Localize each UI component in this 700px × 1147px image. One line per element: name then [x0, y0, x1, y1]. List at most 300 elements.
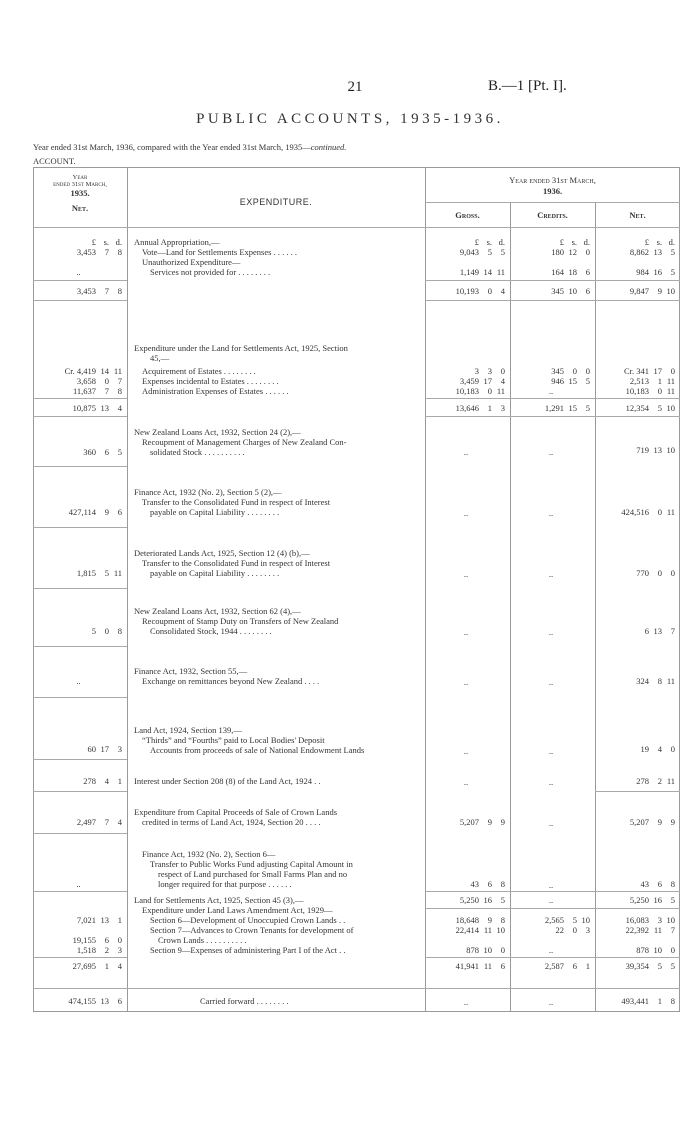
- column-divider: [127, 167, 128, 1012]
- pence: 1: [117, 776, 122, 786]
- shillings: 2: [657, 776, 662, 786]
- pounds: 1,291: [544, 403, 564, 413]
- shillings: 9: [657, 286, 662, 296]
- pence: 8: [500, 879, 505, 889]
- pounds: 16,083: [625, 915, 649, 925]
- net: [597, 925, 675, 935]
- item-line: Exchange on remittances beyond New Zealand . . . .: [142, 676, 320, 686]
- item-line: solidated Stock . . . . . . . . . .: [150, 447, 245, 457]
- gross: [427, 247, 505, 257]
- pence: 0: [500, 366, 505, 376]
- pence: 11: [666, 776, 675, 786]
- item-line: Recoupment of Stamp Duty on Transfers of New Zealand: [142, 616, 339, 626]
- credits-total: [512, 403, 590, 413]
- gross-total: [427, 895, 505, 905]
- item-heading: Deteriorated Lands Act, 1925, Section 12 (4) (b),—: [134, 548, 310, 558]
- pence: 6: [585, 286, 590, 296]
- shillings: 0: [657, 386, 662, 396]
- credits-total: [512, 286, 590, 296]
- pence: 10: [666, 445, 675, 455]
- prev-net-total: [35, 286, 122, 296]
- shillings: s.: [656, 237, 662, 247]
- gross: [427, 945, 505, 955]
- shillings: 0: [572, 366, 577, 376]
- pence: 5: [500, 247, 505, 257]
- shillings: 0: [487, 386, 492, 396]
- units-label: [427, 237, 505, 247]
- rule: [425, 957, 680, 958]
- pounds: 345: [551, 366, 564, 376]
- pence: 11: [496, 267, 505, 277]
- pence: 11: [113, 366, 122, 376]
- pence: 5: [670, 247, 675, 257]
- pence: 7: [670, 925, 675, 935]
- prev-net: [35, 447, 122, 457]
- rule: [33, 588, 127, 589]
- credits: [512, 267, 590, 277]
- pounds: 43: [470, 879, 479, 889]
- pence: 5: [585, 376, 590, 386]
- pounds: 1,518: [76, 945, 96, 955]
- item-line: Transfer to the Consolidated Fund in respect of Interest: [142, 558, 331, 568]
- pence: 7: [117, 376, 122, 386]
- pounds: £: [559, 237, 564, 247]
- pence: 6: [500, 961, 505, 971]
- net: [597, 676, 675, 686]
- prev-net: [35, 776, 122, 786]
- pence: 4: [117, 817, 122, 827]
- pounds: 5,207: [629, 817, 649, 827]
- credits: [512, 925, 590, 935]
- rule: [33, 891, 127, 892]
- pounds: 164: [551, 267, 564, 277]
- shillings: 11: [653, 925, 662, 935]
- shillings: 1: [104, 961, 109, 971]
- pounds: 43: [640, 879, 649, 889]
- pence: 0: [670, 568, 675, 578]
- prev-net: [35, 626, 122, 636]
- pounds: 278: [636, 776, 649, 786]
- pounds: 2,587: [544, 961, 564, 971]
- gross: [427, 376, 505, 386]
- credits: ..: [548, 777, 554, 787]
- item-line: Vote—Land for Settlements Expenses . . . . . .: [142, 247, 297, 257]
- units-label: [512, 237, 590, 247]
- shillings: 18: [568, 267, 577, 277]
- prev-net: [35, 817, 122, 827]
- shillings: 11: [483, 961, 492, 971]
- net: [597, 817, 675, 827]
- shillings: 4: [104, 776, 109, 786]
- page-number: 21: [347, 79, 363, 95]
- gross: ..: [463, 746, 469, 756]
- gross: ..: [463, 677, 469, 687]
- pence: 0: [585, 366, 590, 376]
- pounds: 27,695: [72, 961, 96, 971]
- units-label: [597, 237, 675, 247]
- pounds: 5,250: [459, 895, 479, 905]
- credits-carried-forward: ..: [548, 997, 554, 1007]
- carried-forward-label: Carried forward . . . . . . . .: [200, 996, 289, 1006]
- pounds: 5,250: [629, 895, 649, 905]
- shillings: 0: [104, 376, 109, 386]
- pounds: £: [91, 237, 96, 247]
- net-total: [597, 286, 675, 296]
- credits: [512, 376, 590, 386]
- shillings: 17: [653, 366, 662, 376]
- item-line: Expenses incidental to Estates . . . . . . . .: [142, 376, 279, 386]
- credits: ..: [548, 818, 554, 828]
- pounds: 1,815: [76, 568, 96, 578]
- pounds: 22,414: [455, 925, 479, 935]
- pounds: 10,183: [455, 386, 479, 396]
- pence: 8: [117, 386, 122, 396]
- gross: [427, 879, 505, 889]
- shillings: 5: [572, 915, 577, 925]
- item-line: payable on Capital Liability . . . . . . . .: [150, 568, 280, 578]
- item-line: Section 6—Development of Unoccupied Crown Lands . .: [150, 915, 346, 925]
- pounds: 6: [644, 626, 649, 636]
- account-label: ACCOUNT.: [33, 156, 76, 166]
- pence: 4: [500, 286, 505, 296]
- pence: 0: [117, 935, 122, 945]
- header-rule: [425, 202, 680, 203]
- prev-net: [35, 945, 122, 955]
- shillings: 14: [100, 366, 109, 376]
- pence: 10: [666, 403, 675, 413]
- credits: ..: [548, 627, 554, 637]
- subtitle-text: Year ended 31st March, 1936, compared with the Year ended 31st March, 1935—: [33, 142, 311, 152]
- item-heading: Finance Act, 1932, Section 55,—: [134, 666, 248, 676]
- gross: [427, 366, 505, 376]
- shillings: 0: [104, 626, 109, 636]
- rule: [33, 280, 127, 281]
- pence: 11: [666, 386, 675, 396]
- net: [597, 247, 675, 257]
- shillings: 0: [572, 925, 577, 935]
- pounds: 3,453: [76, 247, 96, 257]
- item-line: Transfer to Public Works Fund adjusting Capital Amount in: [150, 859, 353, 869]
- item-line: Transfer to the Consolidated Fund in respect of Interest: [142, 497, 331, 507]
- rule: [33, 988, 680, 989]
- pounds: 19,155: [72, 935, 96, 945]
- item-heading: Land Act, 1924, Section 139,—: [134, 725, 242, 735]
- pounds: 3,459: [459, 376, 479, 386]
- subtitle-continued: continued.: [310, 142, 347, 152]
- pence: 8: [500, 915, 505, 925]
- item-line: 45,—: [150, 353, 170, 363]
- pounds: 12,354: [625, 403, 649, 413]
- shillings: 5: [487, 247, 492, 257]
- pence: d.: [498, 237, 505, 247]
- pence: 5: [670, 895, 675, 905]
- net-header: Net.: [629, 210, 646, 220]
- item-line: Section 9—Expenses of administering Part I of the Act . .: [150, 945, 346, 955]
- pounds: 10,193: [455, 286, 479, 296]
- pence: 9: [670, 817, 675, 827]
- pounds: 13,646: [455, 403, 479, 413]
- prev-net: [35, 376, 122, 386]
- pence: 10: [496, 925, 505, 935]
- pence: 11: [113, 568, 122, 578]
- pounds: 5: [91, 626, 96, 636]
- shillings: 7: [104, 247, 109, 257]
- pounds: 3,658: [76, 376, 96, 386]
- pence: 11: [666, 376, 675, 386]
- rule: [33, 697, 127, 698]
- pence: 4: [500, 376, 505, 386]
- item-heading: Land for Settlements Act, 1925, Section 45 (3),—: [134, 895, 304, 905]
- shillings: 13: [653, 445, 662, 455]
- prev-net: [35, 935, 122, 945]
- pounds: 2,513: [629, 376, 649, 386]
- pounds: 18,648: [455, 915, 479, 925]
- pence: 4: [117, 961, 122, 971]
- rule: [425, 891, 680, 892]
- net-carried-forward: [597, 996, 675, 1006]
- shillings: 9: [104, 507, 109, 517]
- shillings: 4: [657, 744, 662, 754]
- pence: 0: [585, 247, 590, 257]
- credits: ..: [548, 677, 554, 687]
- net: [597, 879, 675, 889]
- shillings: 6: [657, 879, 662, 889]
- item-line: Accounts from proceeds of sale of National Endowment Lands: [150, 745, 365, 755]
- credits: ..: [548, 945, 554, 955]
- shillings: 10: [653, 945, 662, 955]
- pence: 5: [670, 267, 675, 277]
- shillings: 14: [483, 267, 492, 277]
- rule: [425, 280, 680, 281]
- shillings: 16: [653, 895, 662, 905]
- pounds: 60: [87, 744, 96, 754]
- gross-total: [427, 403, 505, 413]
- credits: [512, 247, 590, 257]
- pence: 11: [666, 507, 675, 517]
- item-heading: Annual Appropriation,—: [134, 237, 220, 247]
- net-total: [597, 403, 675, 413]
- shillings: 10: [568, 286, 577, 296]
- pence: 0: [670, 366, 675, 376]
- shillings: 1: [487, 403, 492, 413]
- prev-net: [35, 366, 122, 376]
- credits: ..: [548, 569, 554, 579]
- pence: d.: [583, 237, 590, 247]
- pounds: 19: [640, 744, 649, 754]
- shillings: 5: [104, 568, 109, 578]
- gross: ..: [463, 508, 469, 518]
- prev-net: [35, 744, 122, 754]
- pounds: 5,207: [459, 817, 479, 827]
- pence: 11: [496, 386, 505, 396]
- pounds: 2,565: [544, 915, 564, 925]
- prev-year-header-1: Year: [72, 174, 88, 181]
- credits-total: [512, 961, 590, 971]
- gross: [427, 915, 505, 925]
- gross: ..: [463, 777, 469, 787]
- shillings: 0: [657, 568, 662, 578]
- rule: [33, 791, 127, 792]
- pounds: 984: [636, 267, 649, 277]
- pence: 7: [670, 626, 675, 636]
- net: [597, 376, 675, 386]
- pounds: Cr. 4,419: [64, 366, 96, 376]
- rule: [33, 833, 127, 834]
- item-line: “Thirds” and “Fourths” paid to Local Bodies' Deposit: [142, 735, 325, 745]
- gross-header: Gross.: [455, 210, 480, 220]
- shillings: 17: [483, 376, 492, 386]
- pence: 6: [117, 507, 122, 517]
- subtitle: [33, 142, 346, 152]
- pence: 4: [117, 403, 122, 413]
- rule: [425, 416, 680, 417]
- pence: d.: [668, 237, 675, 247]
- pence: 10: [581, 915, 590, 925]
- units-label: [35, 237, 122, 247]
- pounds: 22: [555, 925, 564, 935]
- rule: [33, 416, 127, 417]
- credits-header: Credits.: [537, 210, 568, 220]
- pence: 0: [670, 945, 675, 955]
- gross: [427, 925, 505, 935]
- pounds: £: [474, 237, 479, 247]
- shillings: 12: [568, 247, 577, 257]
- shillings: s.: [486, 237, 492, 247]
- pounds: 719: [636, 445, 649, 455]
- gross: ..: [463, 447, 469, 457]
- item-line: Recoupment of Management Charges of New Zealand Con-: [142, 437, 347, 447]
- pence: 8: [117, 286, 122, 296]
- net: [597, 507, 675, 517]
- pounds: 278: [83, 776, 96, 786]
- prev-net: ..: [76, 676, 81, 686]
- credits: ..: [548, 386, 554, 396]
- rule: [33, 398, 127, 399]
- shillings: 6: [104, 935, 109, 945]
- pounds: 7,021: [76, 915, 96, 925]
- item-line: Crown Lands . . . . . . . . . .: [158, 935, 247, 945]
- net: [597, 776, 675, 786]
- prev-net-carried-forward: [35, 996, 122, 1006]
- shillings: 1: [657, 376, 662, 386]
- pence: 10: [666, 915, 675, 925]
- shillings: 8: [657, 676, 662, 686]
- pounds: £: [644, 237, 649, 247]
- net: [597, 386, 675, 396]
- shillings: 2: [104, 945, 109, 955]
- pounds: 1,149: [459, 267, 479, 277]
- gross: ..: [463, 627, 469, 637]
- current-year-header-year: 1936.: [542, 186, 563, 196]
- credits: ..: [548, 746, 554, 756]
- shillings: 5: [657, 403, 662, 413]
- pence: 10: [666, 286, 675, 296]
- pounds: 345: [551, 286, 564, 296]
- pence: 8: [670, 879, 675, 889]
- prev-net-total: [35, 403, 122, 413]
- prev-net: [35, 915, 122, 925]
- shillings: 1: [657, 996, 662, 1006]
- pence: 5: [117, 447, 122, 457]
- item-line: respect of Land purchased for Small Farms Plan and no: [158, 869, 348, 879]
- shillings: 10: [483, 945, 492, 955]
- pence: 11: [666, 676, 675, 686]
- rule: [33, 466, 127, 467]
- pence: 5: [670, 961, 675, 971]
- gross: [427, 386, 505, 396]
- item-heading: New Zealand Loans Act, 1932, Section 24 (2),—: [134, 427, 301, 437]
- item-line: Unauthorized Expenditure—: [142, 257, 241, 267]
- pounds: 424,516: [621, 507, 649, 517]
- net-total: [597, 895, 675, 905]
- shillings: 7: [104, 817, 109, 827]
- item-line: payable on Capital Liability . . . . . . . .: [150, 507, 280, 517]
- pence: 3: [585, 925, 590, 935]
- item-heading: Finance Act, 1932 (No. 2), Section 5 (2),—: [134, 487, 282, 497]
- shillings: s.: [571, 237, 577, 247]
- pence: 0: [500, 945, 505, 955]
- pence: 8: [670, 996, 675, 1006]
- pence: 3: [117, 744, 122, 754]
- credits: [512, 366, 590, 376]
- prev-net-total: [35, 961, 122, 971]
- net: [597, 445, 675, 455]
- prev-year-net-header: Net.: [71, 203, 89, 213]
- shillings: 6: [104, 447, 109, 457]
- item-heading: New Zealand Loans Act, 1932, Section 62 (4),—: [134, 606, 301, 616]
- gross-total: [427, 286, 505, 296]
- pounds: 8,862: [629, 247, 649, 257]
- shillings: 7: [104, 286, 109, 296]
- item-heading: Interest under Section 208 (8) of the Land Act, 1924 . .: [134, 776, 321, 786]
- item-line: longer required for that purpose . . . . . .: [158, 879, 292, 889]
- pounds: 878: [636, 945, 649, 955]
- shillings: 17: [100, 744, 109, 754]
- prev-year-header-3: 1935.: [70, 188, 90, 198]
- item-line: Services not provided for . . . . . . . .: [150, 267, 271, 277]
- pence: 9: [500, 817, 505, 827]
- rule: [595, 791, 680, 792]
- pence: 8: [117, 247, 122, 257]
- pounds: 324: [636, 676, 649, 686]
- expenditure-header: EXPENDITURE.: [239, 197, 313, 207]
- pence: 1: [117, 915, 122, 925]
- shillings: 3: [487, 366, 492, 376]
- shillings: 16: [653, 267, 662, 277]
- pence: d.: [115, 237, 122, 247]
- pounds: 360: [83, 447, 96, 457]
- gross-carried-forward: ..: [463, 997, 469, 1007]
- shillings: 0: [487, 286, 492, 296]
- shillings: 7: [104, 386, 109, 396]
- pence: 5: [500, 895, 505, 905]
- rule: [33, 759, 127, 760]
- item-line: Acquirement of Estates . . . . . . . .: [142, 366, 256, 376]
- item-heading: Expenditure from Capital Proceeds of Sale of Crown Lands: [134, 807, 338, 817]
- item-line: Consolidated Stock, 1944 . . . . . . . .: [150, 626, 272, 636]
- pounds: 180: [551, 247, 564, 257]
- gross: ..: [463, 569, 469, 579]
- shillings: 13: [100, 996, 109, 1006]
- pence: 3: [500, 403, 505, 413]
- pounds: 770: [636, 568, 649, 578]
- pounds: 39,354: [625, 961, 649, 971]
- shillings: 15: [568, 403, 577, 413]
- pounds: 9,043: [459, 247, 479, 257]
- shillings: 13: [653, 247, 662, 257]
- prev-net: ..: [76, 267, 81, 277]
- gross: [427, 817, 505, 827]
